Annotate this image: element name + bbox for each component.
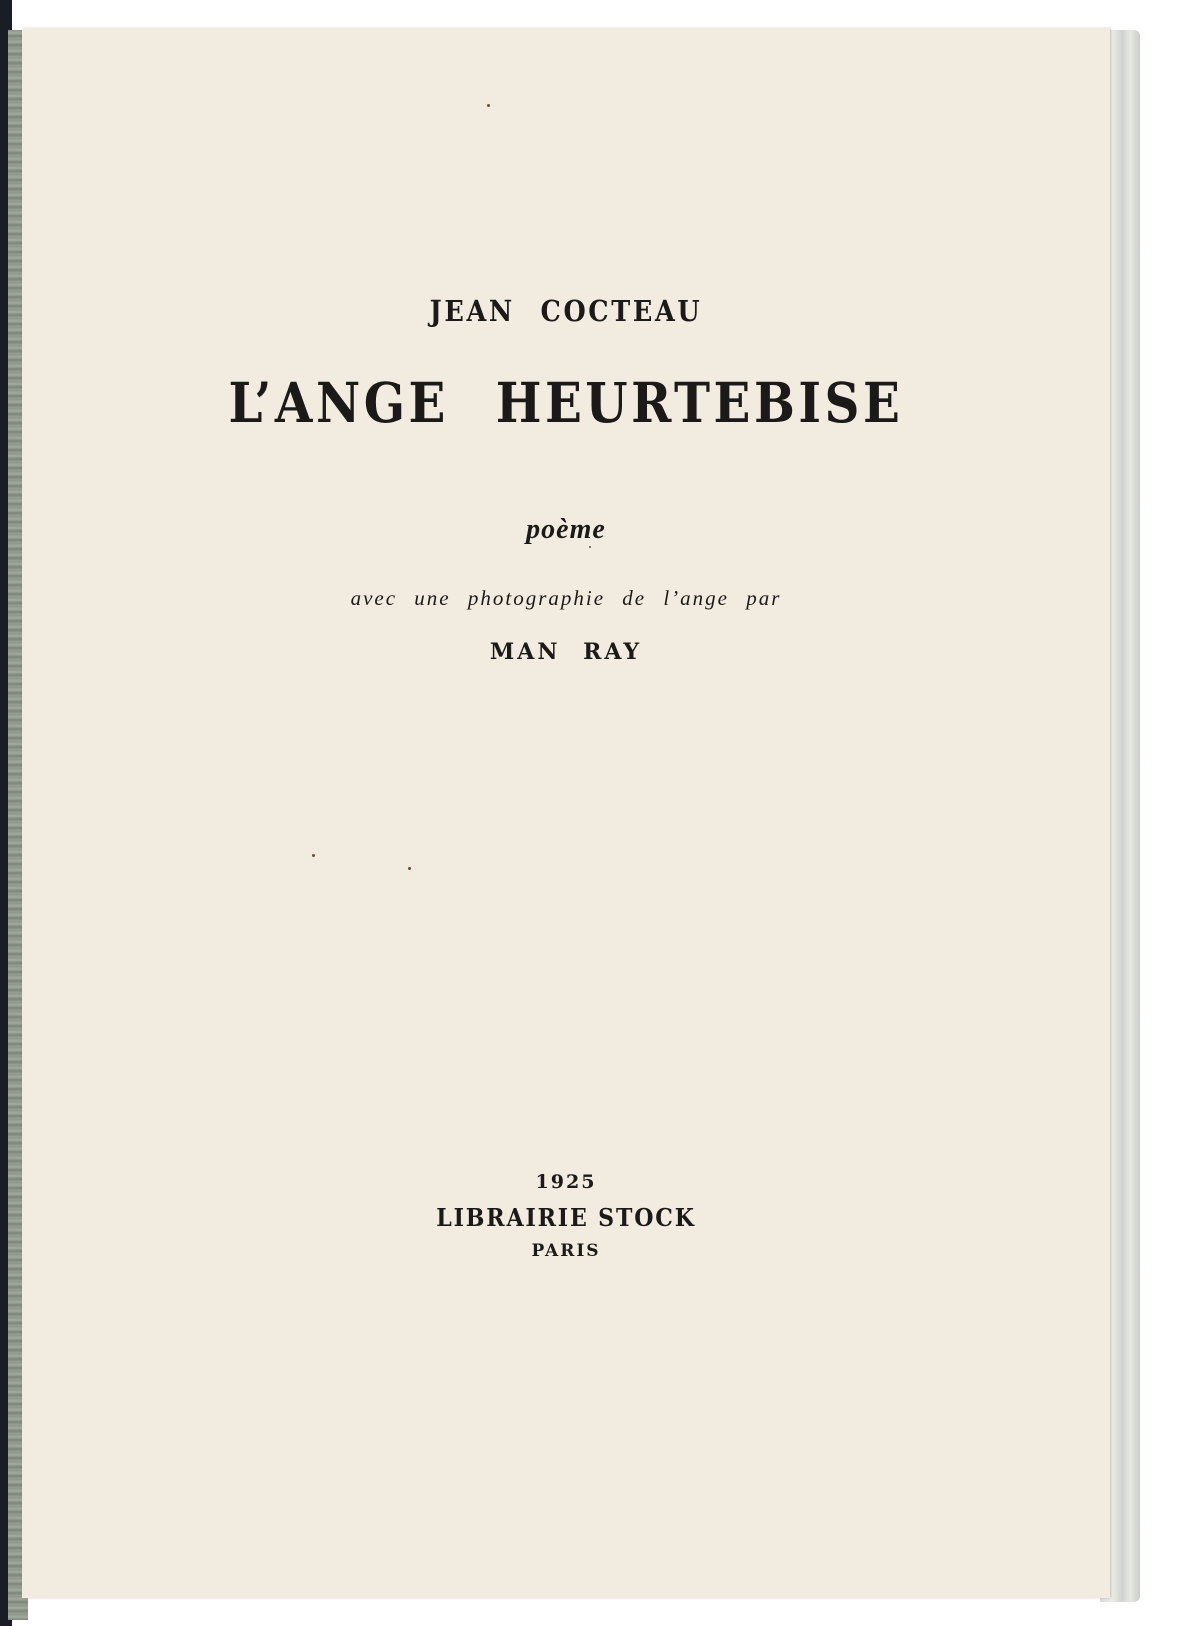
book-title: L’ANGE HEURTEBISE	[228, 370, 904, 435]
genre-label: poème	[526, 514, 606, 545]
paper-fleck	[487, 104, 490, 107]
paper-fleck	[312, 854, 315, 857]
photo-credit-line: avec une photographie de l’ange par	[350, 586, 782, 610]
paper-fleck	[589, 546, 591, 548]
photographer-name: MAN RAY	[489, 639, 643, 665]
title-page	[22, 28, 1110, 1598]
publication-city: PARIS	[531, 1241, 601, 1261]
author-name: JEAN COCTEAU	[429, 294, 703, 328]
publication-year: 1925	[535, 1171, 597, 1193]
paper-fleck	[408, 867, 411, 870]
publisher-name: LIBRAIRIE STOCK	[436, 1203, 696, 1232]
